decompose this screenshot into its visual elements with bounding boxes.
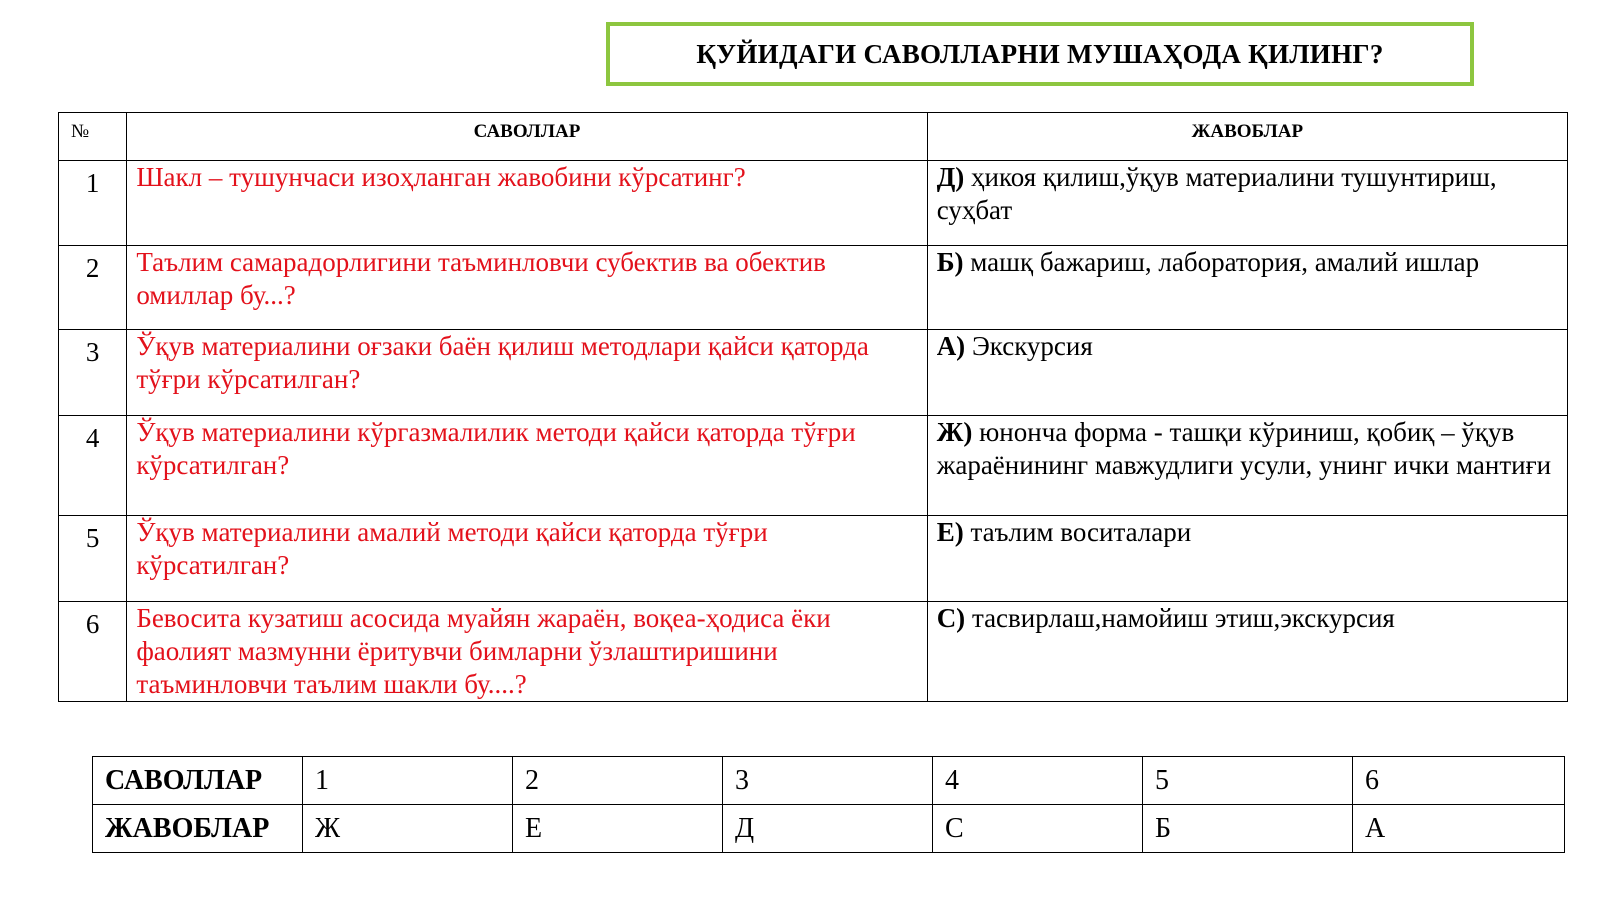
question-text: Таълим самарадорлигини таъминловчи субектив ва обектив омиллар бу...?	[127, 246, 927, 330]
header-number: №	[59, 113, 127, 161]
answer-letter: А)	[936, 331, 966, 361]
answer-key-questions-row	[93, 757, 1565, 805]
table-row	[59, 416, 1568, 516]
table-row	[59, 516, 1568, 602]
answer-cell	[927, 516, 1567, 602]
answer-cell	[927, 416, 1567, 516]
answer-key-question-number: 6	[1353, 757, 1565, 805]
answer-key-answers-row	[93, 805, 1565, 853]
answer-text: тасвирлаш,намойиш этиш,экскурсия	[965, 603, 1395, 633]
question-text: Ўқув материалини амалий методи қайси қаторда тўғри кўрсатилган?	[127, 516, 927, 602]
row-number: 1	[59, 161, 127, 246]
answer-text: машқ бажариш, лаборатория, амалий ишлар	[963, 247, 1480, 277]
questions-answers-table	[58, 112, 1568, 702]
answer-cell	[927, 161, 1567, 246]
answer-key-answer-letter: Д	[723, 805, 933, 853]
answer-letter: Д)	[936, 162, 965, 192]
answer-text: юнонча форма - ташқи кўриниш, қобиқ – ўқув жараёнининг мавжудлиги усули, унинг ички мантиғи	[936, 417, 1552, 480]
question-text: Ўқув материалини кўргазмалилик методи қайси қаторда тўғри кўрсатилган?	[127, 416, 927, 516]
question-text: Ўқув материалини оғзаки баён қилиш методлари қайси қаторда тўғри кўрсатилган?	[127, 330, 927, 416]
table-row	[59, 330, 1568, 416]
answer-key-question-number: 2	[513, 757, 723, 805]
answer-key-question-number: 4	[933, 757, 1143, 805]
answer-letter: С)	[936, 603, 966, 633]
answer-letter: Е)	[936, 517, 964, 547]
row-number: 6	[59, 602, 127, 702]
row-number: 5	[59, 516, 127, 602]
table-header-row	[59, 113, 1568, 161]
answer-key-question-number: 1	[303, 757, 513, 805]
header-questions: САВОЛЛАР	[127, 113, 927, 161]
answer-text: ҳикоя қилиш,ўқув материалини тушунтириш, суҳбат	[936, 162, 1497, 225]
answer-key-answer-letter: Б	[1143, 805, 1353, 853]
row-number: 4	[59, 416, 127, 516]
page-title: ҚУЙИДАГИ САВОЛЛАРНИ МУШАҲОДА ҚИЛИНГ?	[606, 22, 1474, 86]
answer-key-answer-letter: С	[933, 805, 1143, 853]
answer-key-question-number: 3	[723, 757, 933, 805]
answer-key-question-number: 5	[1143, 757, 1353, 805]
row-number: 2	[59, 246, 127, 330]
answer-text: Экскурсия	[965, 331, 1093, 361]
answer-text: таълим воситалари	[963, 517, 1192, 547]
answer-key-answer-letter: Е	[513, 805, 723, 853]
answer-key-answers-label: ЖАВОБЛАР	[93, 805, 303, 853]
answer-key-table	[92, 756, 1565, 853]
question-text: Шакл – тушунчаси изоҳланган жавобини кўрсатинг?	[127, 161, 927, 246]
answer-letter: Б)	[936, 247, 964, 277]
table-row	[59, 602, 1568, 702]
answer-key-answer-letter: А	[1353, 805, 1565, 853]
answer-letter: Ж)	[936, 417, 973, 447]
answer-key-questions-label: САВОЛЛАР	[93, 757, 303, 805]
row-number: 3	[59, 330, 127, 416]
answer-cell	[927, 602, 1567, 702]
question-text: Бевосита кузатиш асосида муайян жараён, воқеа-ҳодиса ёки фаолият мазмунни ёритувчи бимларни ўзлаштиришини таъминловчи таълим шакли бу....?	[127, 602, 927, 702]
header-answers: ЖАВОБЛАР	[927, 113, 1567, 161]
answer-cell	[927, 246, 1567, 330]
table-row	[59, 161, 1568, 246]
table-row	[59, 246, 1568, 330]
answer-key-answer-letter: Ж	[303, 805, 513, 853]
answer-cell	[927, 330, 1567, 416]
